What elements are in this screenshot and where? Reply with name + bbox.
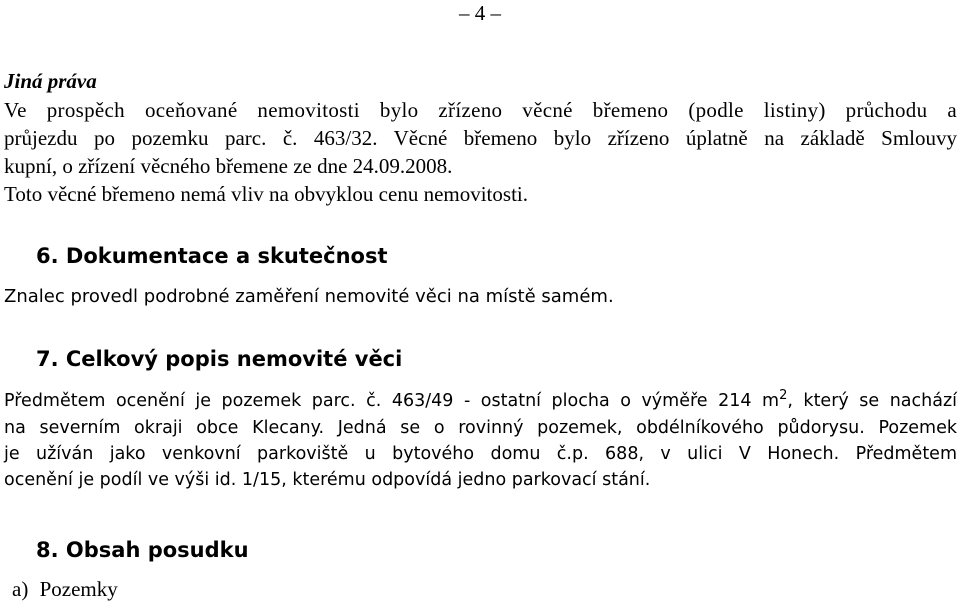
section-7-line-1: [4, 387, 957, 415]
area-unit-superscript: 2: [779, 388, 788, 404]
other-rights-line-1: Ve prospěch oceňované nemovitosti bylo zřízeno věcné břemeno (podle listiny) průchodu a: [4, 98, 957, 122]
section-8-heading: 8. Obsah posudku: [36, 538, 249, 562]
section-7-line-1-text: Předmětem ocenění je pozemek parc. č. 463/49 - ostatní plocha o výměře 214 m: [4, 391, 780, 411]
other-rights-line-2: průjezdu po pozemku parc. č. 463/32. Věcné břemeno bylo zřízeno úplatně na základě Smlouvy: [4, 126, 957, 150]
section-8-item: [12, 576, 960, 602]
other-rights-section: [4, 66, 957, 208]
other-rights-heading: Jiná práva: [4, 69, 97, 93]
section-8-item-marker: a): [12, 577, 29, 601]
section-7-heading: 7. Celkový popis nemovité věci: [36, 347, 403, 371]
other-rights-note: Toto věcné břemeno nemá vliv na obvyklou cenu nemovitosti.: [4, 182, 528, 206]
section-7-body: [4, 387, 957, 493]
section-7-line-3: je užíván jako venkovní parkoviště u bytového domu č.p. 688, v ulici V Honech. Předmětem: [4, 444, 957, 464]
section-7-line-1-tail: , který se nachází: [787, 391, 957, 411]
section-6-heading: 6. Dokumentace a skutečnost: [36, 244, 388, 268]
section-6-text: Znalec provedl podrobné zaměření nemovité věci na místě samém.: [4, 286, 614, 307]
section-7-line-2: na severním okraji obce Klecany. Jedná se o rovinný pozemek, obdélníkového půdorysu. Pozemek: [4, 418, 957, 438]
page-number: – 4 –: [459, 1, 501, 25]
other-rights-line-3: kupní, o zřízení věcného břemene ze dne 24.09.2008.: [4, 154, 453, 178]
section-7-line-4: ocenění je podíl ve výši id. 1/15, kterému odpovídá jedno parkovací stání.: [4, 470, 651, 490]
section-8-item-label: Pozemky: [39, 577, 118, 601]
